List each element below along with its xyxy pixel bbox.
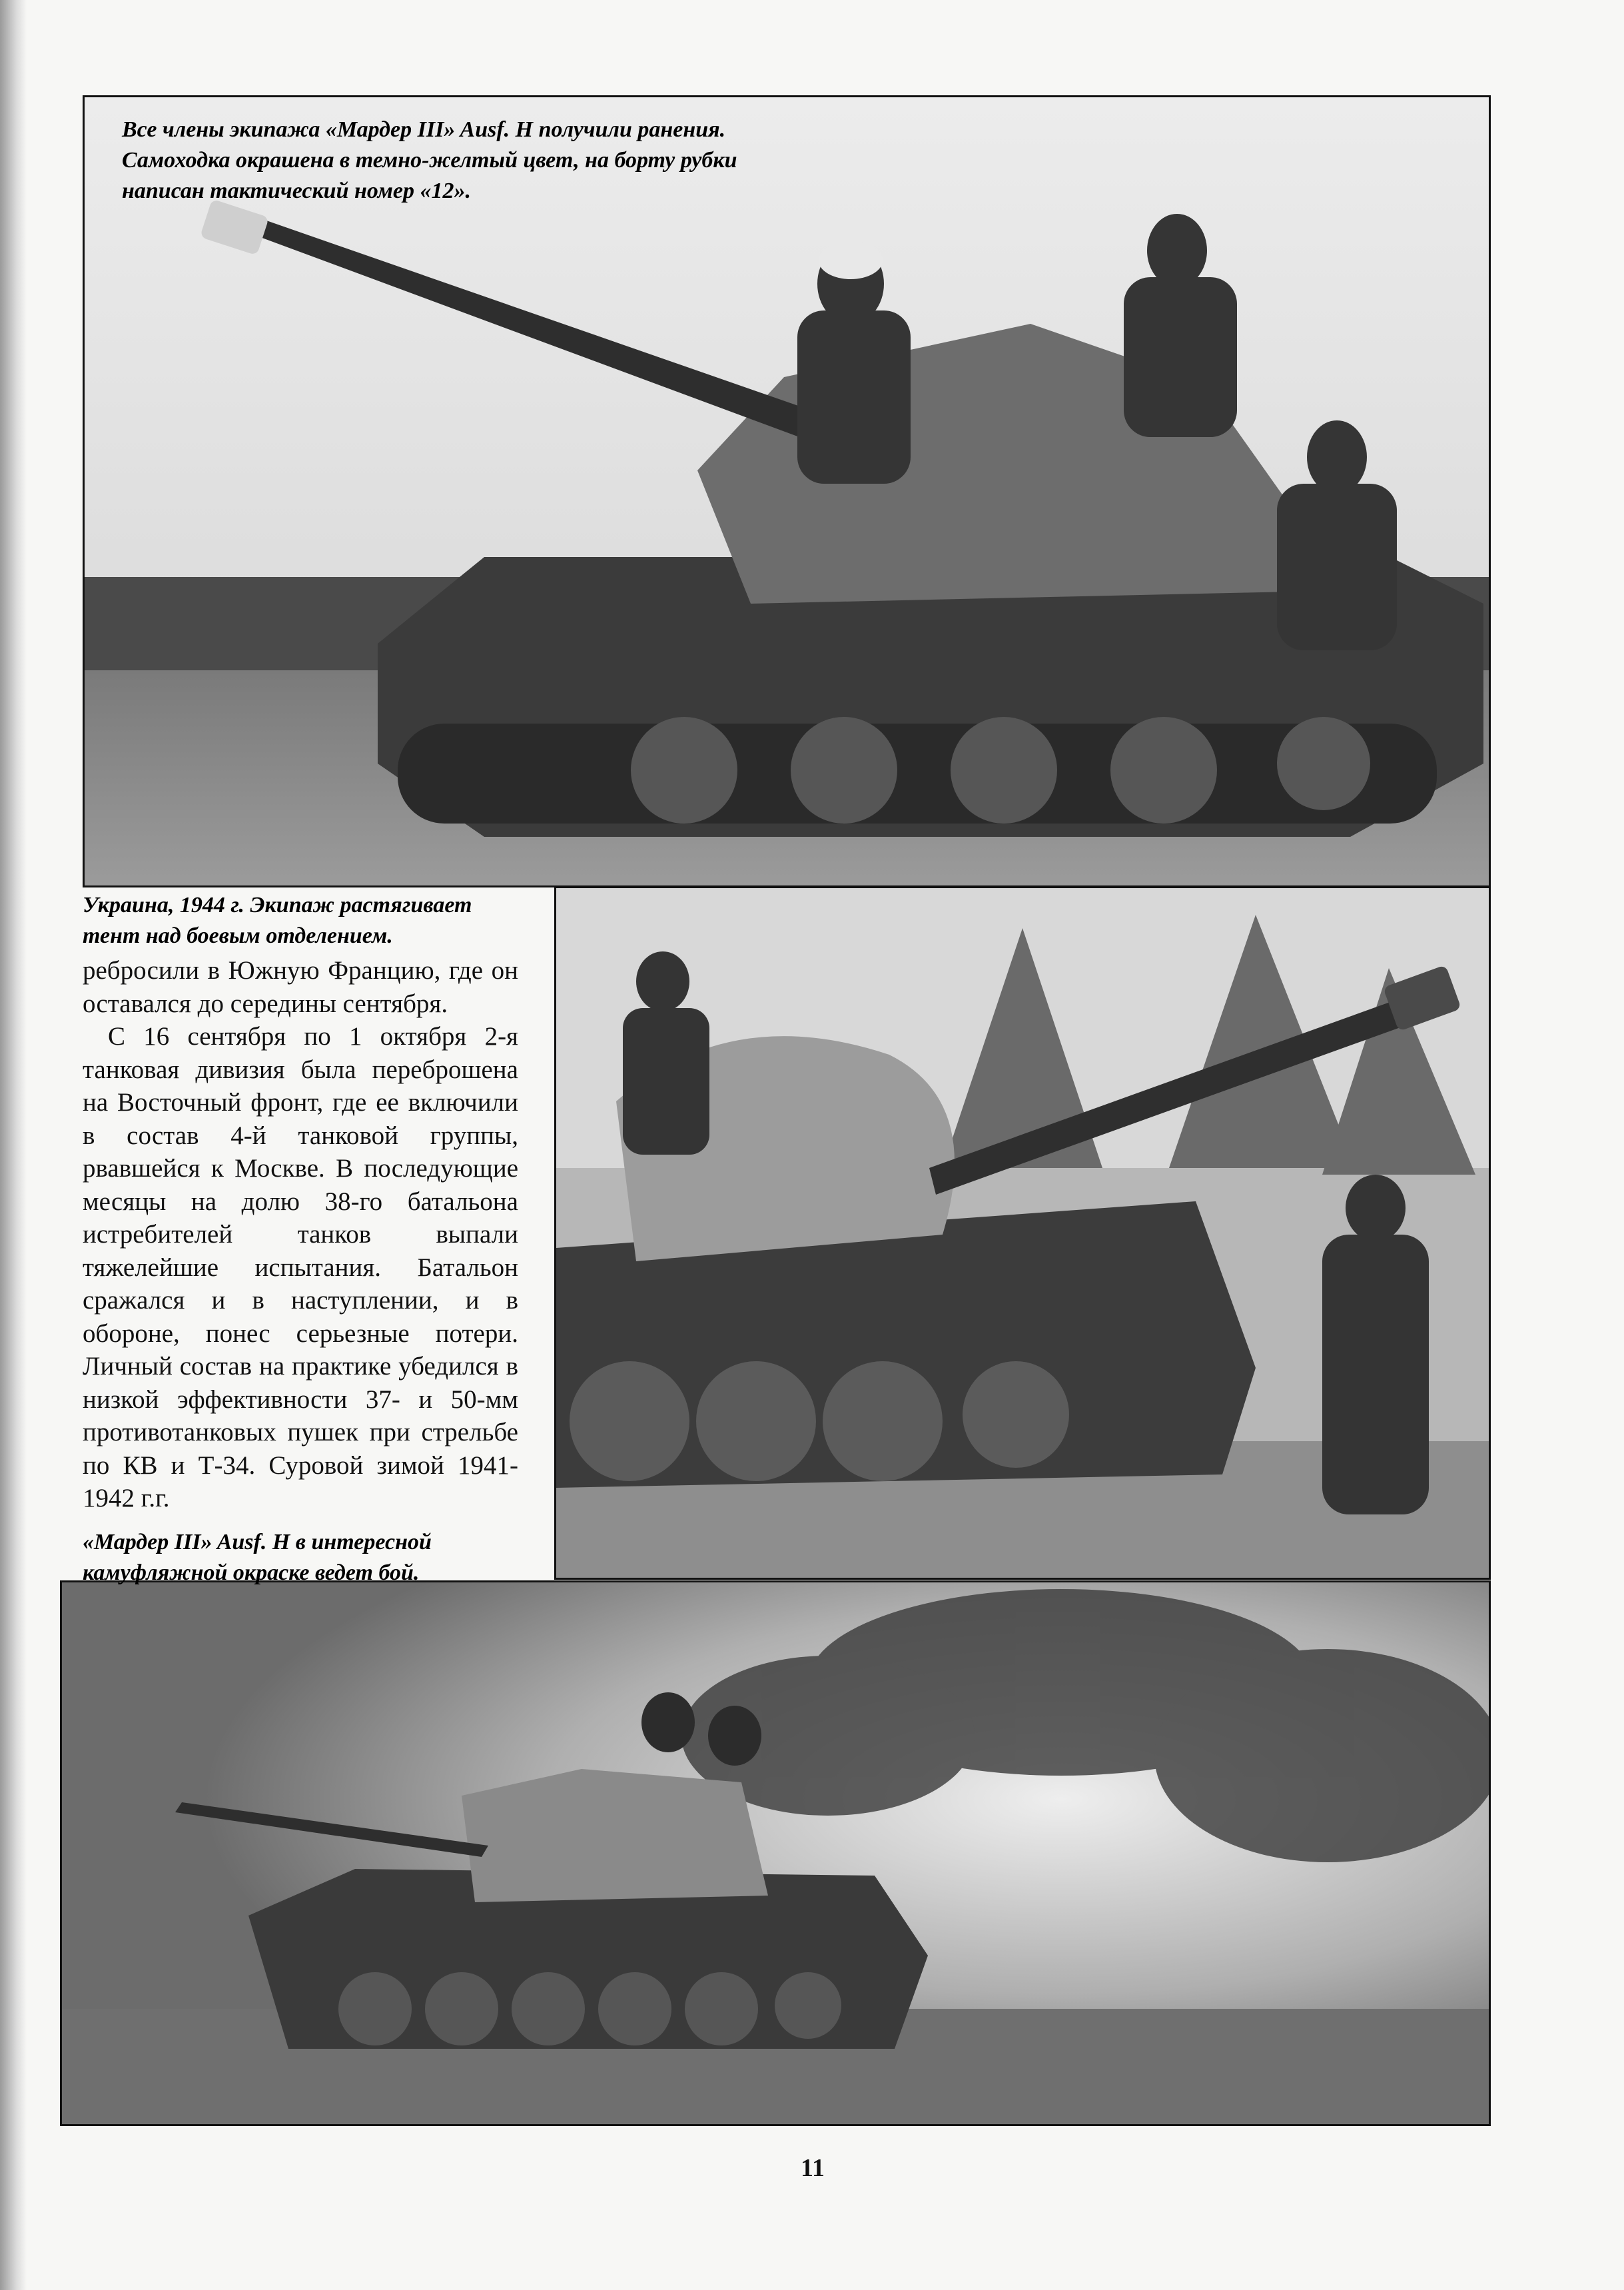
photo-middle (554, 886, 1491, 1580)
photo-bottom-caption: «Мардер III» Ausf. H в интересной камуфляжной окраске ведет бой. (83, 1530, 432, 1585)
crew-stretching-tarpaulin-image (556, 888, 1489, 1578)
body-paragraph: С 16 сентября по 1 октября 2-я танковая дивизия была переброшена на Восточный фронт, где ее включили в состав 4-й танковой группы, рвавшейся к Москве. В последующие месяцы на долю 38-го батальона истребителей танков выпали тяжелейшие испытания. Батальон сражался и в наступлении, и в обороне, понес серьезные потери. Личный состав на практике убедился в низкой эффективности 37- и 50-мм противотанковых пушек при стрельбе по КВ и Т-34. Суровой зимой 1941-1942 г.г. (83, 1022, 518, 1512)
camouflaged-marder-in-combat-image (62, 1582, 1489, 2124)
photo-bottom (60, 1580, 1491, 2126)
photo-top (83, 95, 1491, 887)
binding-gutter-shadow (0, 0, 27, 2290)
body-paragraph: ребросили в Южную Францию, где он оставался до середины сентября. (83, 956, 518, 1018)
photo-middle-caption: Украина, 1944 г. Экипаж растягивает тент над боевым отделением. (83, 893, 472, 948)
photo-top-caption: Все члены экипажа «Мардер III» Ausf. H получили ранения. Самоходка окрашена в темно-желтый цвет, на борту рубки написан тактический номер «12». (122, 117, 737, 203)
marder-tank-with-wounded-crew-image (85, 97, 1489, 885)
body-text-column (83, 954, 518, 1515)
page-number: 11 (801, 2154, 825, 2182)
